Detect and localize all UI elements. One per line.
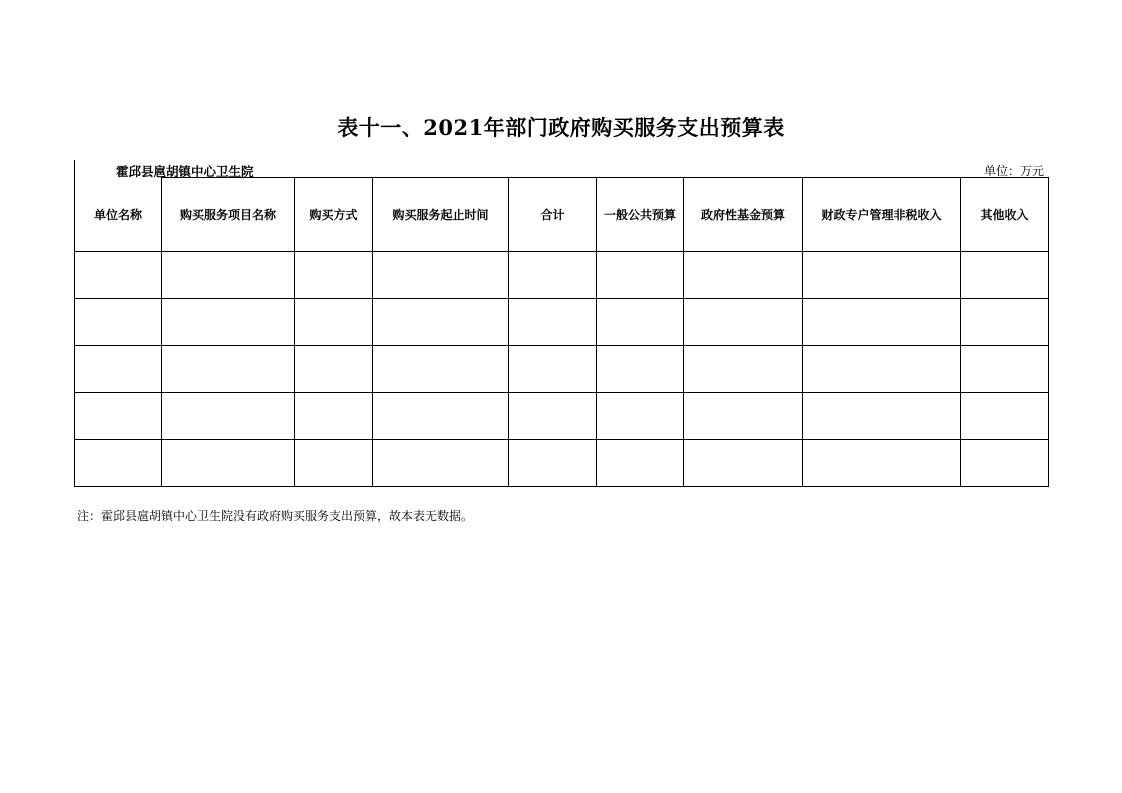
org-name: 霍邱县扈胡镇中心卫生院 [116, 164, 254, 179]
table-cell [162, 299, 295, 346]
table-row [75, 346, 1049, 393]
table-cell [684, 299, 803, 346]
table-cell [509, 440, 597, 487]
unit-label: 单位：万元 [983, 164, 1044, 178]
header-cell: 购买服务起止时间 [373, 178, 509, 252]
table-cell [373, 346, 509, 393]
table-cell [803, 440, 961, 487]
table-cell [162, 346, 295, 393]
table-row [75, 393, 1049, 440]
table-cell [75, 440, 162, 487]
header-cell: 一般公共预算 [597, 178, 684, 252]
header-cell: 单位名称 [75, 178, 162, 252]
table-cell [597, 252, 684, 299]
table-cell [373, 252, 509, 299]
table-cell [509, 346, 597, 393]
table-cell [295, 346, 373, 393]
header-cell: 财政专户管理非税收入 [803, 178, 961, 252]
header-cell: 政府性基金预算 [684, 178, 803, 252]
table-cell [509, 252, 597, 299]
budget-table [74, 177, 1049, 487]
table-row [75, 252, 1049, 299]
table-row [75, 440, 1049, 487]
footnote: 注：霍邱县扈胡镇中心卫生院没有政府购买服务支出预算，故本表无数据。 [77, 509, 474, 523]
table-cell [961, 440, 1049, 487]
header-cell: 购买服务项目名称 [162, 178, 295, 252]
header-cell: 购买方式 [295, 178, 373, 252]
table-cell [373, 440, 509, 487]
table-cell [162, 393, 295, 440]
table-cell [597, 440, 684, 487]
table-cell [509, 299, 597, 346]
table-cell [295, 393, 373, 440]
table-cell [162, 252, 295, 299]
table-cell [75, 299, 162, 346]
table-cell [803, 252, 961, 299]
table-cell [803, 393, 961, 440]
table-cell [684, 346, 803, 393]
table-cell [295, 252, 373, 299]
table-cell [961, 346, 1049, 393]
table-cell [162, 440, 295, 487]
table-cell [597, 346, 684, 393]
table-cell [597, 299, 684, 346]
table-cell [961, 252, 1049, 299]
table-cell [75, 346, 162, 393]
header-cell: 其他收入 [961, 178, 1049, 252]
header-cell: 合计 [509, 178, 597, 252]
table-cell [509, 393, 597, 440]
table-cell [803, 299, 961, 346]
table-cell [75, 252, 162, 299]
table-header-row [75, 178, 1049, 252]
table-cell [961, 299, 1049, 346]
table-cell [295, 440, 373, 487]
table-cell [373, 393, 509, 440]
table-cell [684, 440, 803, 487]
table-cell [75, 393, 162, 440]
table-row [75, 299, 1049, 346]
table-cell [684, 252, 803, 299]
table-cell [373, 299, 509, 346]
table-cell [961, 393, 1049, 440]
table-cell [684, 393, 803, 440]
table-cell [597, 393, 684, 440]
table-cell [803, 346, 961, 393]
page-title: 表十一、2021年部门政府购买服务支出预算表 [337, 115, 785, 140]
table-cell [295, 299, 373, 346]
